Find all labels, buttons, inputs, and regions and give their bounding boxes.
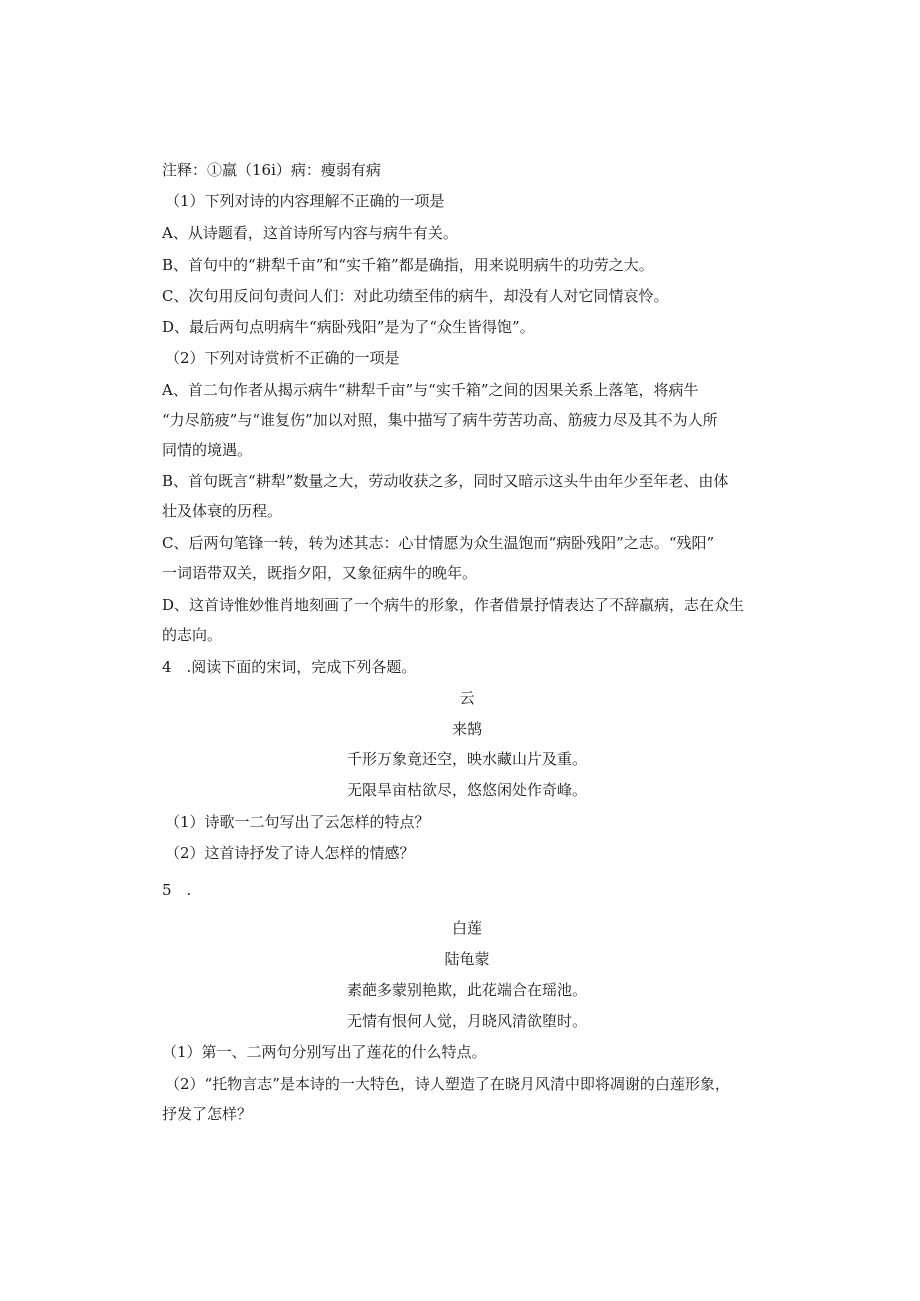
option-3-2-a-line3: 同情的境遇。 — [162, 441, 253, 459]
poem-title: 云 — [459, 689, 475, 707]
annotation-note: 注释：①羸（16i）病：瘦弱有病 — [162, 161, 381, 179]
poem-line: 无情有恨何人觉，月晓风清欲堕时。 — [346, 1012, 587, 1030]
option-3-1-b: B、首句中的“耕犁千亩”和“实千箱”都是确指，用来说明病牛的功劳之大。 — [162, 256, 654, 274]
option-3-2-c-line1: C、后两句笔锋一转，转为述其志：心甘情愿为众生温饱而“病卧残阳”之志。“残阳” — [162, 534, 715, 552]
question-5-heading: 5 . — [162, 881, 192, 899]
option-3-1-c: C、次句用反问句责问人们：对此功绩至伟的病牛，却没有人对它同情哀怜。 — [162, 287, 669, 305]
option-3-1-d: D、最后两句点明病牛“病卧残阳”是为了“众生皆得饱”。 — [162, 318, 535, 336]
poem-author: 陆龟蒙 — [444, 950, 490, 968]
option-3-2-c-line2: 一词语带双关，既指夕阳，又象征病牛的晚年。 — [162, 564, 478, 582]
poem-line: 千形万象竟还空，映水藏山片及重。 — [346, 750, 587, 768]
option-3-2-d-line2: 的志向。 — [162, 626, 223, 644]
poem-line: 无限旱亩枯欲尽，悠悠闲处作奇峰。 — [346, 781, 587, 799]
poem-author: 来鹄 — [451, 720, 482, 738]
option-3-1-a: A、从诗题看，这首诗所写内容与病牛有关。 — [162, 224, 458, 242]
option-3-2-b-line1: B、首句既言“耕犁”数量之大，劳动收获之多，同时又暗示这头牛由年少至年老、由体 — [162, 472, 729, 490]
option-3-2-a-line1: A、首二句作者从揭示病牛“耕犁千亩”与“实千箱”之间的因果关系上落笔，将病牛 — [162, 381, 699, 399]
question-3-2: （2）下列对诗赏析不正确的一项是 — [165, 349, 400, 367]
option-3-2-a-line2: “力尽筋疲”与“谁复伤”加以对照，集中描写了病牛劳苦功高、筋疲力尽及其不为人所 — [162, 411, 718, 429]
poem-title: 白莲 — [451, 919, 482, 937]
question-5-2-line1: （2）“托物言志”是本诗的一大特色，诗人塑造了在晓月风清中即将凋谢的白莲形象， — [165, 1075, 730, 1093]
question-5-1: （1）第一、二两句分别写出了莲花的什么特点。 — [162, 1043, 487, 1061]
option-3-2-d-line1: D、这首诗惟妙惟肖地刻画了一个病牛的形象，作者借景抒情表达了不辞羸病，志在众生 — [162, 596, 745, 614]
question-4-1: （1）诗歌一二句写出了云怎样的特点？ — [165, 813, 430, 831]
question-3-1: （1）下列对诗的内容理解不正确的一项是 — [165, 192, 445, 210]
question-4-2: （2）这首诗抒发了诗人怎样的情感？ — [165, 844, 415, 862]
poem-line: 素葩多蒙别艳欺，此花端合在瑶池。 — [346, 981, 587, 999]
option-3-2-b-line2: 壮及体衰的历程。 — [162, 502, 283, 520]
question-5-2-line2: 抒发了怎样？ — [162, 1105, 253, 1123]
question-4-heading: 4 .阅读下面的宋词，完成下列各题。 — [162, 658, 417, 676]
